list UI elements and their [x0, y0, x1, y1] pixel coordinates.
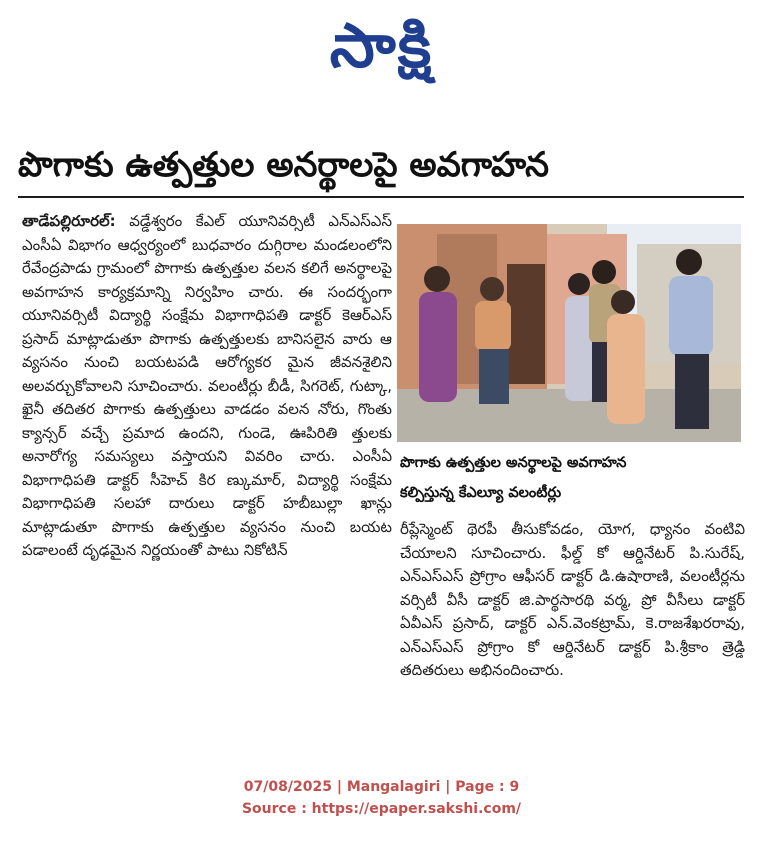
page-footer: [0, 776, 763, 820]
headline-divider: [18, 196, 744, 198]
body-left-text: వడ్డేశ్వరం కేఎల్ యూనివర్సిటీ ఎన్ఎస్ఎస్ ఎంసీఏ విభాగం ఆధ్వర్యంలో బుధవారం దుగ్గిరాల మండలంలోని రేవేంద్రపాడు గ్రామంలో పొగాకు ఉత్పత్తుల వలన కలిగే అనర్థాలపై అవగాహన కార్యక్రమాన్ని నిర్వహిం చారు. ఈ సందర్భంగా యూనివర్సిటీ విద్యార్థి సంక్షేమ విభాగాధిపతి డాక్టర్ కెఆర్ఎస్ ప్రసాద్ మాట్లాడుతూ పొగాకు ఉత్పత్తులకు బానిసలైన వారు ఆ వ్యసనం నుంచి బయటపడి ఆరోగ్యకర మైన జీవనశైలిని అలవర్చుకోవాలని సూచించారు. వలంటీర్లు బీడీ, సిగరెట్, గుట్కా, ఖైనీ తదితర పొగాకు ఉత్పత్తులు వాడడం వలన నోరు, గొంతు క్యాన్సర్ వచ్చే ప్రమాద ఉందని, గుండె, ఊపిరితి త్తులకు అనారోగ్య సమస్యలు వస్తాయని వివరిం చారు. ఎంసీఏ విభాగాధిపతి డాక్టర్ సీహెచ్ కిర ణ్కుమార్, విద్యార్థి సంక్షేమ విభాగాధిపతి సలహా దారులు డాక్టర్ హబీబుల్లా ఖాన్లు మాట్లాడుతూ పొగాకు ఉత్పత్తుల వ్యసనం నుంచి బయట పడాలంటే దృఢమైన నిర్ణయంతో పాటు నికోటిన్: [22, 212, 392, 559]
sakshi-logo: సాక్షి: [329, 10, 434, 82]
article-photo: [397, 224, 741, 442]
article-headline: పొగాకు ఉత్పత్తుల అనర్థాలపై అవగాహన: [18, 145, 549, 185]
caption-line-1: పొగాకు ఉత్పత్తుల అనర్థాలపై అవగాహన: [400, 455, 627, 471]
article-body-left: [22, 210, 392, 563]
caption-line-2: కల్పిస్తున్న కేఎల్యూ వలంటీర్లు: [400, 485, 562, 501]
article-body-right: రీప్లేస్మెంట్ థెరపీ తీసుకోవడం, యోగ, ధ్యానం వంటివి చేయాలని సూచించారు. ఫీల్డ్ కో ఆర్డినేటర్ పి.సురేష్, ఎన్ఎస్ఎస్ ప్రోగ్రాం ఆఫీసర్ డాక్టర్ డి.ఉషారాణి, వలంటీర్లను వర్సిటీ వీసీ డాక్టర్ జి.పార్థసారథి వర్మ, ప్రో వీసీలు డాక్టర్ ఏవీఎస్ ప్రసాద్, డాక్టర్ ఎన్.వెంకట్రామ్, కె.రాజశేఖరరావు, ఎన్ఎస్ఎస్ ప్రోగ్రాం కో ఆర్డినేటర్ డాక్టర్ పి.శ్రీకాం త్రెడ్డి తదితరులు అభినందించారు.: [400, 520, 745, 679]
photo-caption: [400, 448, 745, 508]
edition-info: 07/08/2025 | Mangalagiri | Page : 9: [243, 779, 520, 795]
dateline: తాడేపల్లిరూరల్:: [22, 212, 116, 230]
source-link[interactable]: Source : https://epaper.sakshi.com/: [241, 801, 522, 817]
masthead: [0, 8, 763, 98]
